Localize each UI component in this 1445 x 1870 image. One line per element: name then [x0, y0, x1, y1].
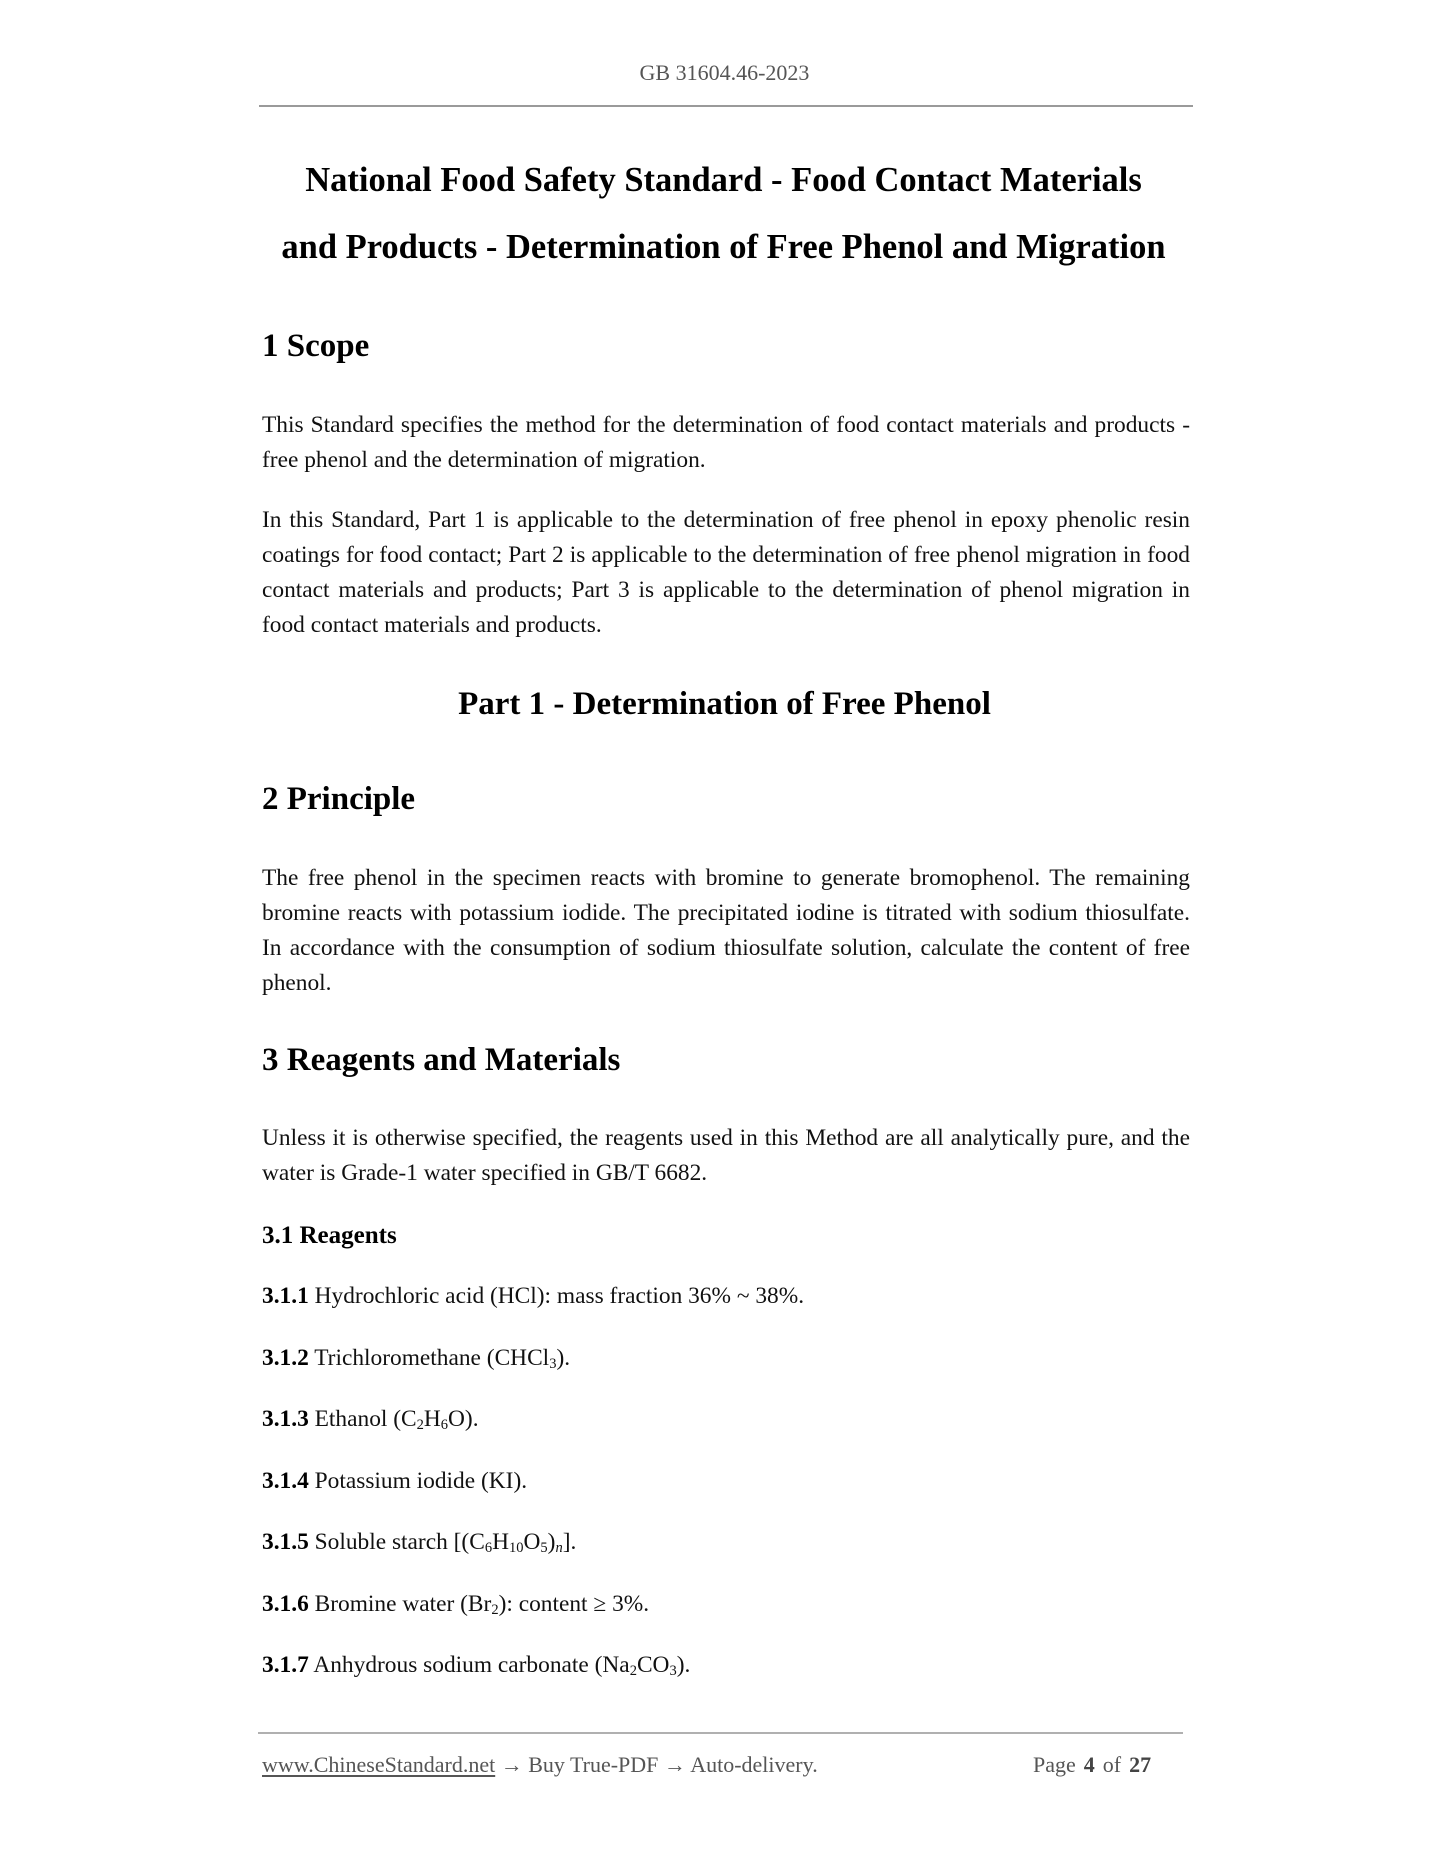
header-divider [259, 105, 1193, 107]
page-label: Page [1033, 1752, 1076, 1777]
section-heading-reagents-materials: 3 Reagents and Materials [262, 1042, 621, 1078]
reagent-item-number: 3.1.6 [262, 1591, 309, 1617]
reagent-item-text: Anhydrous sodium carbonate (Na [308, 1652, 630, 1678]
reagent-item-number: 3.1.3 [262, 1406, 309, 1432]
section-heading-scope: 1 Scope [262, 328, 370, 364]
footer-divider [258, 1732, 1183, 1734]
part-heading: Part 1 - Determination of Free Phenol [458, 686, 991, 722]
subscript-text: 2 [491, 1602, 499, 1619]
reagent-item-text: CO [636, 1652, 670, 1678]
document-code-header: GB 31604.46-2023 [639, 60, 810, 85]
reagent-item-number: 3.1.5 [262, 1529, 309, 1555]
document-title-line-2: and Products - Determination of Free Phenol and Migration [281, 228, 1166, 266]
scope-paragraph-1: This Standard specifies the method for the determination of food contact materials and products - free phenol and the determination of migration. [262, 412, 1190, 473]
subscript-text: 6 [484, 1540, 493, 1557]
page-indicator [1033, 1753, 1151, 1777]
reagent-item-text: O [523, 1529, 541, 1555]
reagent-item-number: 3.1.4 [262, 1468, 309, 1494]
reagent-item [262, 1469, 527, 1493]
reagent-item-text: Trichloromethane (CHCl [308, 1345, 550, 1371]
arrow-right-icon: → [663, 1752, 686, 1777]
footer-promo [262, 1753, 818, 1777]
subscript-text: 10 [508, 1540, 524, 1557]
reagent-item [262, 1652, 691, 1680]
subscript-text: 2 [629, 1663, 637, 1680]
current-page-number: 4 [1083, 1752, 1095, 1777]
reagent-item-text: ]. [562, 1529, 577, 1555]
reagent-item-text: ). [676, 1652, 691, 1678]
buy-pdf-text: Buy True-PDF [528, 1752, 659, 1777]
reagent-item-text: H [423, 1406, 441, 1432]
subscript-text: 5 [540, 1540, 548, 1557]
document-title-line-1: National Food Safety Standard - Food Contact Materials [305, 161, 1142, 199]
reagent-item-text: Hydrochloric acid (HCl): mass fraction 36% ~ 38%. [308, 1283, 805, 1309]
principle-paragraph: The free phenol in the specimen reacts with bromine to generate bromophenol. The remaining bromine reacts with potassium iodide. The precipitated iodine is titrated with sodium thiosulfate. In accordance with the consumption of sodium thiosulfate solution, calculate the content of free phenol. [262, 865, 1190, 996]
reagent-item-text: ) [547, 1529, 556, 1555]
auto-delivery-text: Auto-delivery. [690, 1752, 818, 1777]
subscript-text: 2 [416, 1417, 424, 1434]
website-link[interactable]: www.ChineseStandard.net [262, 1752, 496, 1777]
reagent-item-number: 3.1.1 [262, 1283, 309, 1309]
reagent-item-number: 3.1.2 [262, 1345, 309, 1371]
reagent-item-number: 3.1.7 [262, 1652, 309, 1678]
subscript-text: 3 [549, 1356, 557, 1373]
reagents-intro-paragraph: Unless it is otherwise specified, the reagents used in this Method are all analytically pure, and the water is Grade-1 water specified in GB/T 6682. [262, 1125, 1190, 1186]
reagent-item-text: ): content ≥ 3%. [498, 1591, 650, 1617]
reagent-item-text: Ethanol (C [308, 1406, 417, 1432]
of-label: of [1102, 1752, 1122, 1777]
reagent-item [262, 1529, 577, 1557]
reagent-item [262, 1284, 804, 1308]
reagent-item [262, 1406, 479, 1434]
reagent-item-text: H [492, 1529, 509, 1555]
reagent-item-text: Soluble starch [(C [308, 1529, 485, 1555]
subsection-heading-reagents: 3.1 Reagents [262, 1222, 397, 1249]
subscript-text: 6 [440, 1417, 449, 1434]
reagent-item [262, 1591, 650, 1619]
reagent-item-text: Potassium iodide (KI). [308, 1468, 528, 1494]
total-pages-number: 27 [1129, 1752, 1152, 1777]
reagent-item-text: Bromine water (Br [308, 1591, 492, 1617]
subscript-text: 3 [669, 1663, 677, 1680]
reagent-item-text: O). [448, 1406, 479, 1432]
reagent-item [262, 1345, 571, 1373]
section-heading-principle: 2 Principle [262, 781, 416, 817]
subscript-text: n [555, 1540, 563, 1557]
arrow-right-icon: → [500, 1752, 523, 1777]
scope-paragraph-2: In this Standard, Part 1 is applicable to the determination of free phenol in epoxy phenolic resin coatings for food contact; Part 2 is applicable to the determination of free phenol migration in food contact materials and products; Part 3 is applicable to the determination of phenol migration in food contact materials and products. [262, 507, 1190, 638]
reagent-item-text: ). [556, 1345, 571, 1371]
